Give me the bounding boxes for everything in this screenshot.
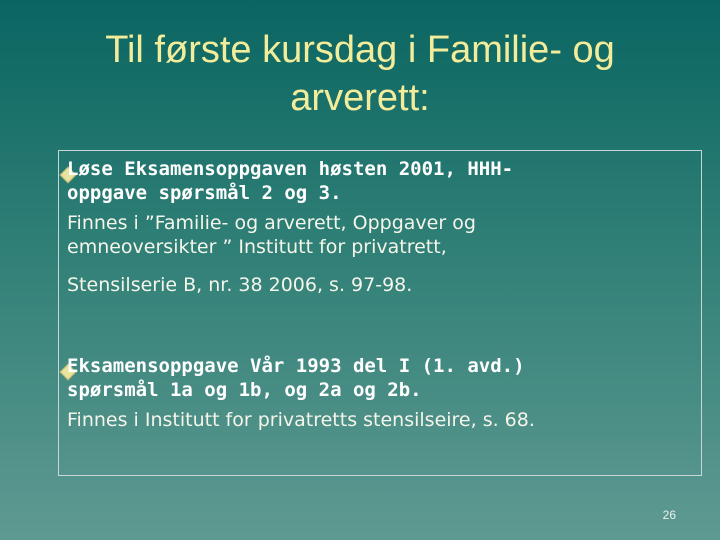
slide-title xyxy=(40,26,680,122)
item-1-text-line-2: emneoversikter ” Institutt for privatrett, xyxy=(67,236,447,258)
item-2-text-line-1: Finnes i Institutt for privatretts stensilseire, s. 68. xyxy=(67,409,535,431)
item-2-bold-line-1: Eksamensoppgave Vår 1993 del I (1. avd.) xyxy=(67,355,525,377)
content-box xyxy=(58,150,702,476)
list-item-1 xyxy=(67,157,693,297)
page-number: 26 xyxy=(662,508,676,522)
item-1-bold-line-1: Løse Eksamensoppgaven høsten 2001, HHH- xyxy=(67,158,514,180)
slide-title-line-1: Til første kursdag i Familie- og xyxy=(105,29,615,71)
list-item-2 xyxy=(67,354,693,432)
slide-title-line-2: arverett: xyxy=(290,77,430,119)
item-1-text-line-1: Finnes i ”Familie- og arverett, Oppgaver og xyxy=(67,212,476,234)
item-1-bold-line-2: oppgave spørsmål 2 og 3. xyxy=(67,182,342,204)
item-2-bold-line-2: spørsmål 1a og 1b, og 2a og 2b. xyxy=(67,379,422,401)
item-1-text-line-3: Stensilserie B, nr. 38 2006, s. 97-98. xyxy=(67,274,413,296)
